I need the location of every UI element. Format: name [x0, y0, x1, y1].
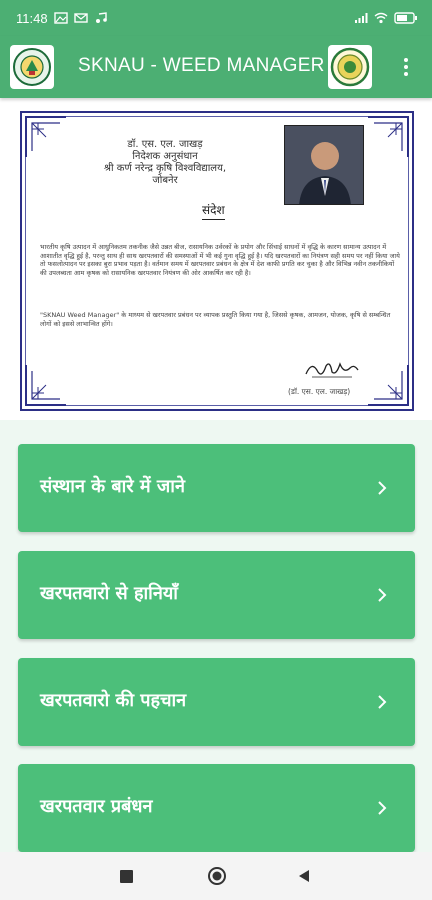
corner-ornament-icon — [24, 363, 68, 407]
chevron-right-icon — [374, 693, 390, 711]
mail-icon — [74, 12, 88, 24]
chevron-right-icon — [374, 586, 390, 604]
signature-name: (डॉ. एस. एल. जाखड़) — [288, 387, 351, 396]
image-icon — [54, 12, 68, 24]
chevron-right-icon — [374, 479, 390, 497]
director-photo — [284, 125, 364, 205]
message-paragraph-2: "SKNAU Weed Manager" के माध्यम से खरपतवार प्रबंधन पर व्यापक प्रस्तुति किया गया है, जिससे कृषक, आमजन, योजक, कृषि से सम्बन्धित लोगों को इससे लाभान्वित होंगे। — [40, 311, 391, 328]
status-bar — [0, 0, 432, 36]
corner-ornament-icon — [366, 363, 410, 407]
overflow-menu-icon[interactable] — [394, 53, 418, 81]
corner-ornament-icon — [366, 115, 410, 159]
menu-item-weed-losses[interactable] — [18, 551, 415, 639]
back-icon[interactable] — [296, 868, 312, 884]
header-name: डॉ. एस. एल. जाखड़ — [127, 139, 203, 150]
status-time: 11:48 — [16, 10, 48, 26]
person-portrait-icon — [285, 126, 364, 205]
chevron-right-icon — [374, 799, 390, 817]
menu-area — [0, 420, 432, 852]
signature-icon — [302, 358, 362, 380]
menu-item-label: संस्थान के बारे में जाने — [40, 476, 185, 497]
menu-item-weed-management[interactable] — [18, 764, 415, 852]
system-nav-bar — [0, 852, 432, 900]
app-bar — [0, 36, 432, 98]
signal-icon — [354, 12, 368, 24]
university-logo-right — [328, 45, 372, 89]
anniversary-emblem-icon — [330, 47, 370, 87]
message-heading: संदेश — [202, 201, 225, 220]
recent-apps-icon[interactable] — [120, 870, 133, 883]
university-emblem-icon — [12, 47, 52, 87]
header-location: जोबनेर — [152, 175, 178, 186]
header-designation: निदेशक अनुसंधान — [132, 151, 198, 162]
status-left — [16, 11, 108, 26]
header-university: श्री कर्ण नरेन्द्र कृषि विश्वविद्यालय, — [103, 163, 227, 174]
battery-icon — [394, 12, 418, 24]
home-icon[interactable] — [207, 866, 227, 886]
message-paragraph-1: भारतीय कृषि उत्पादन में आधुनिकतम तकनीक जैसे उन्नत बीज, रासायनिक उर्वरकों के प्रयोग और सिंचाई साधनों में वृद्धि के कारण सामान्य उत्पादन में आशातीत वृद्धि हुई है, परन्तु साथ ही साथ खरपतवारों की समस्याओं में भी कई गुना वृद्धि हुई है। यदि खरपतवारों का नियंत्रण सही समय पर नहीं किया जाये तो फसलोत्पादन पर इसका बुरा प्रभाव पड़ता है। वर्तमान समय में खरपतवार प्रबंधन के क्षेत्र में देश काफी प्रगति कर चुका है और विभिन्न नवीन तकनीकियों की उपलब्धता आम कृषक को रासायनिक खरपतवार नियंत्रण की ओर आकर्षित कर रही है। — [40, 243, 400, 277]
music-icon — [94, 12, 108, 24]
menu-item-about-institute[interactable] — [18, 444, 415, 532]
menu-item-label: खरपतवारो की पहचान — [40, 690, 187, 711]
director-message-card — [20, 111, 414, 411]
wifi-icon — [374, 12, 388, 24]
menu-item-label: खरपतवार प्रबंधन — [40, 796, 153, 817]
university-logo-left — [10, 45, 54, 89]
menu-item-label: खरपतवारो से हानियाँ — [40, 583, 178, 604]
app-title: SKNAU - WEED MANAGER — [78, 55, 325, 76]
status-right — [354, 12, 418, 24]
menu-item-weed-identification[interactable] — [18, 658, 415, 746]
